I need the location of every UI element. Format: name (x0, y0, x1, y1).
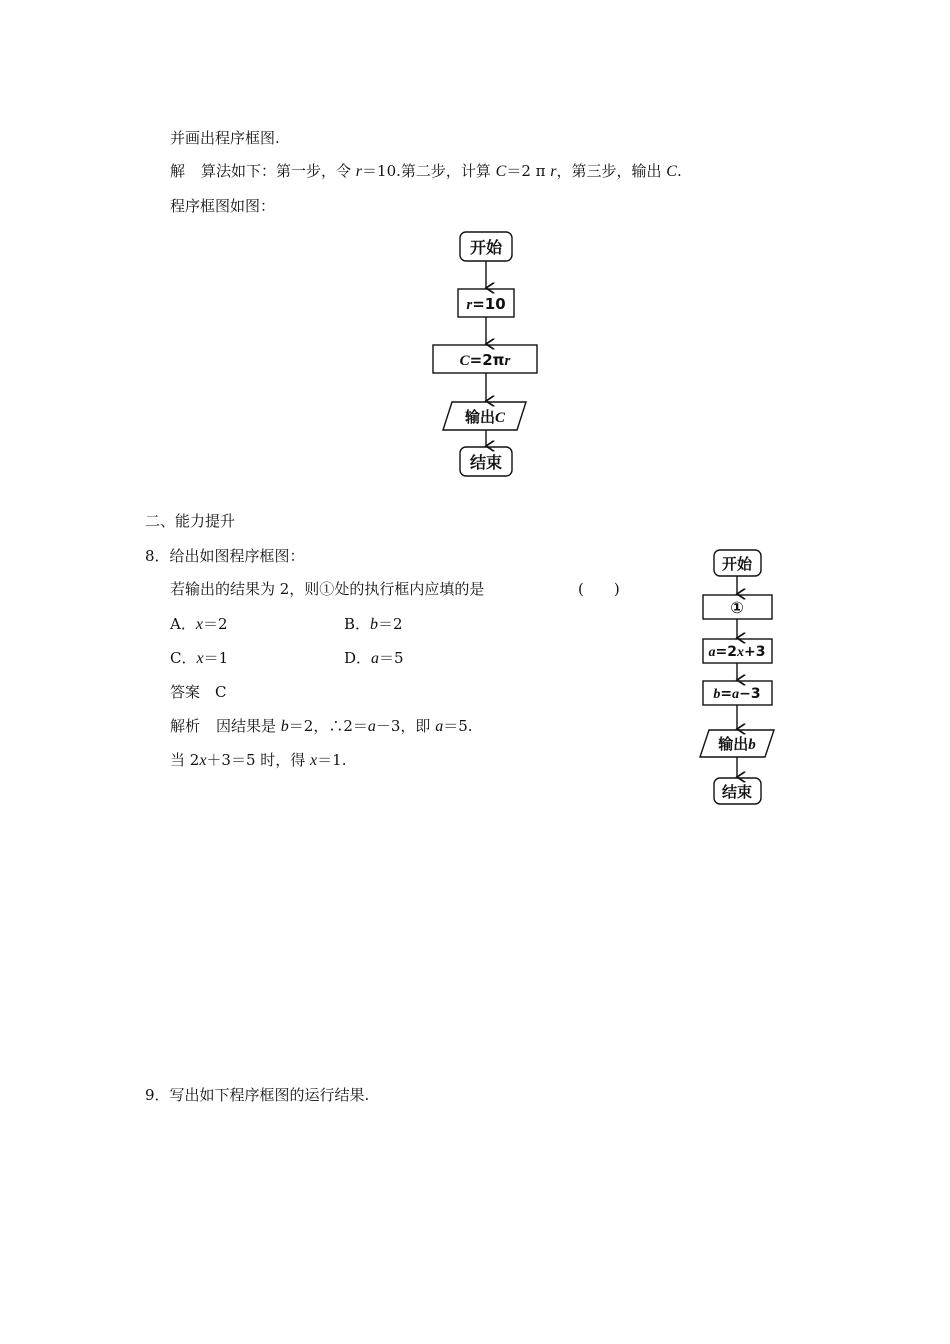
q8-when-line (170, 750, 346, 771)
analysis-text: ＋3＝5 时，得 (206, 751, 311, 769)
option-var: b (370, 616, 379, 633)
flow-output-label: 输出C (464, 408, 506, 426)
solution-text: ，第三步，输出 (556, 162, 667, 180)
q7-line-3: 程序框图如图： (170, 197, 276, 215)
solution-text: 算法如下：第一步，令 (201, 162, 356, 180)
var-x: x (310, 752, 318, 769)
q8-analysis (170, 716, 473, 737)
var-a: a (367, 718, 376, 735)
q8-paren: ( ) (578, 580, 620, 598)
q8-option-d (344, 648, 404, 669)
var-r: r (550, 163, 557, 180)
option-var: x (196, 650, 204, 667)
section-heading: 二、能力提升 (145, 512, 236, 530)
flow-r-label: r=10 (466, 295, 506, 313)
flow-start-label: 开始 (469, 238, 503, 257)
flow2-output-label: 输出b (718, 735, 756, 753)
var-c: C (666, 163, 677, 180)
var-r: r (355, 163, 363, 180)
flow2-box3-label: b=a−3 (713, 686, 761, 702)
flow-end-label: 结束 (469, 453, 503, 472)
analysis-text: －3，即 (375, 717, 436, 735)
q9-stem: 9．写出如下程序框图的运行结果. (145, 1086, 370, 1104)
q8-stem: 8．给出如图程序框图： (145, 547, 305, 565)
solution-text: . (676, 162, 682, 180)
option-label: A． (170, 615, 196, 633)
analysis-label: 解析 (170, 717, 201, 735)
q7-line-1: 并画出程序框图. (170, 129, 280, 147)
q8-answer: 答案 C (170, 683, 227, 701)
q8-option-a (170, 614, 228, 635)
option-var: x (195, 616, 203, 633)
option-var: a (371, 650, 380, 667)
option-value: ＝1 (203, 649, 229, 667)
solution-text: ＝2 π (506, 162, 551, 180)
flow2-box2-label: a=2x+3 (708, 644, 766, 660)
analysis-text: ＝1. (317, 751, 347, 769)
option-label: B． (344, 615, 371, 633)
var-a: a (435, 718, 444, 735)
flow-c-label: C=2πr (459, 351, 511, 369)
analysis-text: 因结果是 (216, 717, 281, 735)
analysis-text: ＝5. (443, 717, 473, 735)
solution-text: ＝10.第二步，计算 (362, 162, 496, 180)
q8-option-c (170, 648, 228, 669)
var-b: b (280, 718, 289, 735)
option-value: ＝5 (379, 649, 404, 667)
flow2-box1-label: ① (730, 598, 744, 617)
option-value: ＝2 (378, 615, 403, 633)
option-label: D． (344, 649, 372, 667)
analysis-text: ＝2，∴2＝ (288, 717, 368, 735)
solution-label: 解 (170, 162, 186, 180)
analysis-text: 当 2 (170, 751, 200, 769)
q8-option-b (344, 614, 403, 635)
flow2-start-label: 开始 (721, 555, 753, 573)
var-x: x (199, 752, 207, 769)
option-value: ＝2 (202, 615, 228, 633)
option-label: C． (170, 649, 197, 667)
q8-question: 若输出的结果为 2，则①处的执行框内应填的是 (170, 580, 485, 598)
flow2-end-label: 结束 (721, 783, 753, 801)
var-c: C (495, 163, 507, 180)
